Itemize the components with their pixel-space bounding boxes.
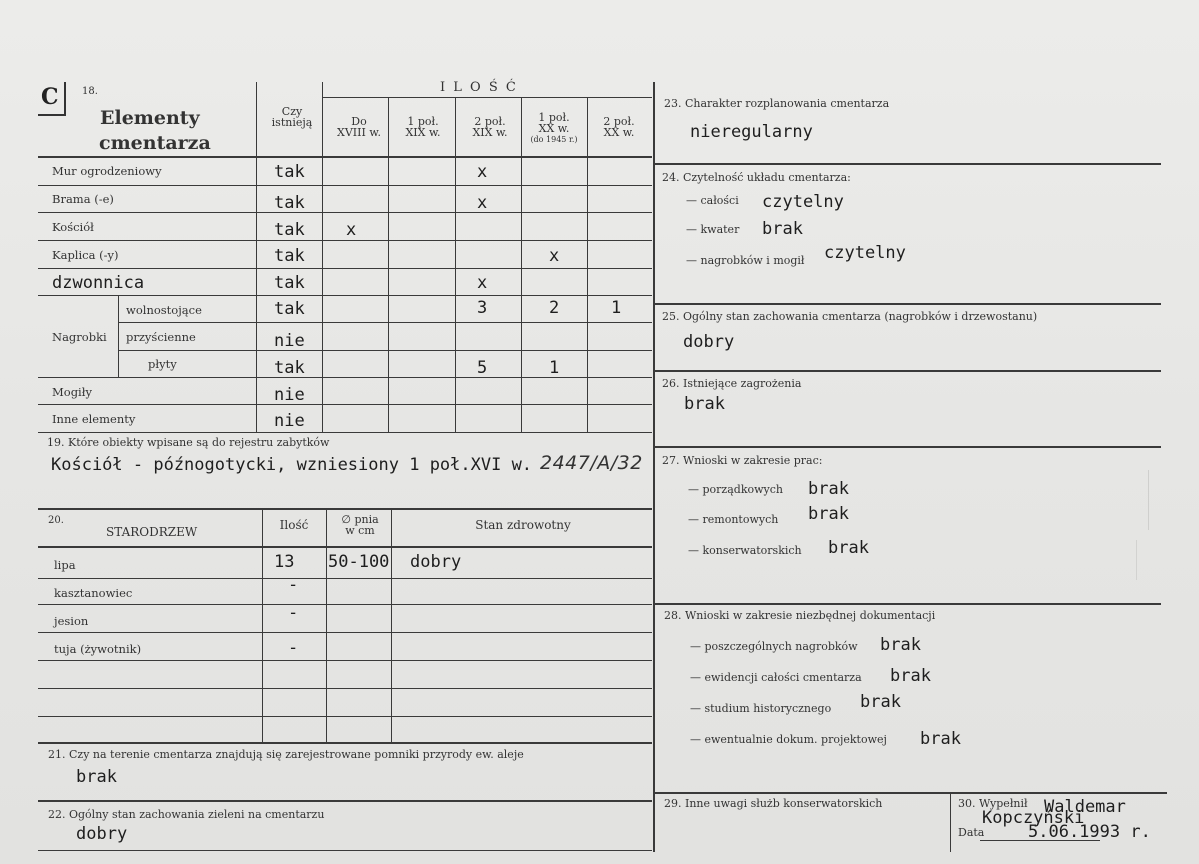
section-22-value: dobry: [76, 824, 128, 844]
section-22-label: 22. Ogólny stan zachowania zieleni na cmentarzu: [48, 808, 325, 821]
row-label-brama: Brama (-e): [52, 192, 114, 206]
tree-diameter: 50-100: [328, 552, 390, 572]
row-label-dzwonnica: dzwonnica: [52, 273, 145, 293]
section-24-item-label: — kwater: [686, 223, 740, 236]
period-mark: x: [346, 220, 357, 240]
section-19-label: 19. Które obiekty wpisane są do rejestru zabytków: [47, 436, 330, 449]
tree-health: dobry: [410, 552, 462, 572]
period-mark: x: [477, 193, 488, 213]
section-28-item-label: — studium historycznego: [690, 702, 832, 715]
section-27-item-label: — porządkowych: [688, 483, 783, 496]
section-23-value: nieregularny: [690, 122, 813, 142]
section-26-label: 26. Istniejące zagrożenia: [662, 377, 802, 390]
tree-count-header: Ilość: [279, 518, 309, 532]
health-header: Stan zdrowotny: [475, 518, 571, 532]
row-label-wolnostojace: wolnostojące: [126, 303, 202, 317]
tree-name: lipa: [54, 558, 76, 572]
section-25-value: dobry: [683, 332, 735, 352]
section-21-label: 21. Czy na terenie cmentarza znajdują się zarejestrowane pomniki przyrody ew. aleje: [48, 748, 524, 761]
starodrzew-header: STARODRZEW: [106, 525, 198, 539]
exists-value: tak: [274, 220, 305, 240]
section-18-title-2: cmentarza: [99, 132, 211, 154]
tree-name: jesion: [54, 614, 89, 628]
section-26-value: brak: [684, 394, 725, 414]
row-label-inne: Inne elementy: [52, 412, 136, 426]
tree-name: kasztanowiec: [54, 586, 133, 600]
period-mark: 3: [477, 298, 488, 318]
paper-scratch: [1148, 470, 1149, 530]
exists-value: nie: [274, 385, 305, 405]
section-18-title-1: Elementy: [100, 107, 200, 129]
section-28-item-value: brak: [890, 666, 931, 686]
section-24-item-value: czytelny: [762, 192, 844, 212]
section-30-label: 30. Wypełnił: [958, 797, 1028, 810]
section-19-value: Kościół - późnogotycki, wzniesiony 1 poł.XVI w.: [51, 455, 533, 475]
row-label-plyty: płyty: [148, 357, 177, 371]
section-28-item-label: — poszczególnych nagrobków: [690, 640, 858, 653]
tree-count: -: [288, 575, 299, 595]
paper-scratch: [1136, 540, 1137, 580]
section-23-label: 23. Charakter rozplanowania cmentarza: [664, 97, 890, 110]
section-24-item-value: czytelny: [824, 243, 906, 263]
ilosc-header: I L O Ś Ć: [440, 80, 518, 95]
exists-value: tak: [274, 358, 305, 378]
section-28-item-value: brak: [860, 692, 901, 712]
exists-value: tak: [274, 299, 305, 319]
exists-value: nie: [274, 331, 305, 351]
section-21-value: brak: [76, 767, 117, 787]
row-label-kaplica: Kaplica (-y): [52, 248, 119, 262]
date-value: 5.06.1993 r.: [1028, 822, 1151, 842]
tree-name: tuja (żywotnik): [54, 642, 142, 656]
col-1-xx-header: 1 poł. XX w. (do 1945 r.): [530, 111, 578, 144]
tree-count: -: [288, 603, 299, 623]
section-24-item-label: — całości: [686, 194, 739, 207]
tree-count: 13: [274, 552, 295, 572]
col-2-xix-header: 2 poł. XIX w.: [472, 115, 508, 139]
exists-value: nie: [274, 411, 305, 431]
section-18-number: 18.: [82, 86, 98, 97]
date-label: Data: [958, 826, 985, 839]
period-mark: 1: [611, 298, 622, 318]
exists-value: tak: [274, 273, 305, 293]
col-2-xx-header: 2 poł. XX w.: [603, 115, 635, 139]
section-24-label: 24. Czytelność układu cmentarza:: [662, 171, 851, 184]
row-label-kosciol: Kościół: [52, 220, 94, 234]
section-28-item-value: brak: [920, 729, 961, 749]
section-27-item-label: — remontowych: [688, 513, 779, 526]
section-25-label: 25. Ogólny stan zachowania cmentarza (nagrobków i drzewostanu): [662, 310, 1038, 323]
section-27-label: 27. Wnioski w zakresie prac:: [662, 454, 823, 467]
exists-value: tak: [274, 162, 305, 182]
section-28-label: 28. Wnioski w zakresie niezbędnej dokumentacji: [664, 609, 936, 622]
section-28-item-value: brak: [880, 635, 921, 655]
section-28-item-label: — ewentualnie dokum. projektowej: [690, 733, 887, 746]
section-27-item-value: brak: [828, 538, 869, 558]
col-1-xix-header: 1 poł. XIX w.: [405, 115, 441, 139]
row-label-mur: Mur ogrodzeniowy: [52, 164, 162, 178]
section-28-item-label: — ewidencji całości cmentarza: [690, 671, 862, 684]
section-27-item-value: brak: [808, 479, 849, 499]
filled-by-name-2: Kopczyński: [982, 808, 1085, 828]
exists-value: tak: [274, 246, 305, 266]
row-label-przyscienne: przyścienne: [126, 330, 196, 344]
period-mark: x: [477, 273, 488, 293]
diameter-header: ∅ pnia w cm: [341, 513, 379, 537]
section-27-item-value: brak: [808, 504, 849, 524]
col-xviii-header: Do XVIII w.: [337, 115, 381, 139]
exists-value: tak: [274, 193, 305, 213]
period-mark: 5: [477, 358, 488, 378]
section-24-item-value: brak: [762, 219, 803, 239]
section-27-item-label: — konserwatorskich: [688, 544, 802, 557]
period-mark: x: [477, 162, 488, 182]
section-20-number: 20.: [48, 515, 64, 526]
col-exists-header: Czy istnieją: [271, 105, 313, 129]
tree-count: -: [288, 638, 299, 658]
section-24-item-label: — nagrobków i mogił: [686, 254, 805, 267]
section-letter: C: [41, 84, 59, 110]
section-19-register-number: 2447/A/32: [540, 452, 643, 474]
nagrobki-label: Nagrobki: [52, 330, 107, 344]
period-mark: 1: [549, 358, 560, 378]
row-label-mogily: Mogiły: [52, 385, 92, 399]
period-mark: x: [549, 246, 560, 266]
section-29-label: 29. Inne uwagi służb konserwatorskich: [664, 797, 883, 810]
filled-by-name-1: Waldemar: [1044, 797, 1126, 817]
period-mark: 2: [549, 298, 560, 318]
